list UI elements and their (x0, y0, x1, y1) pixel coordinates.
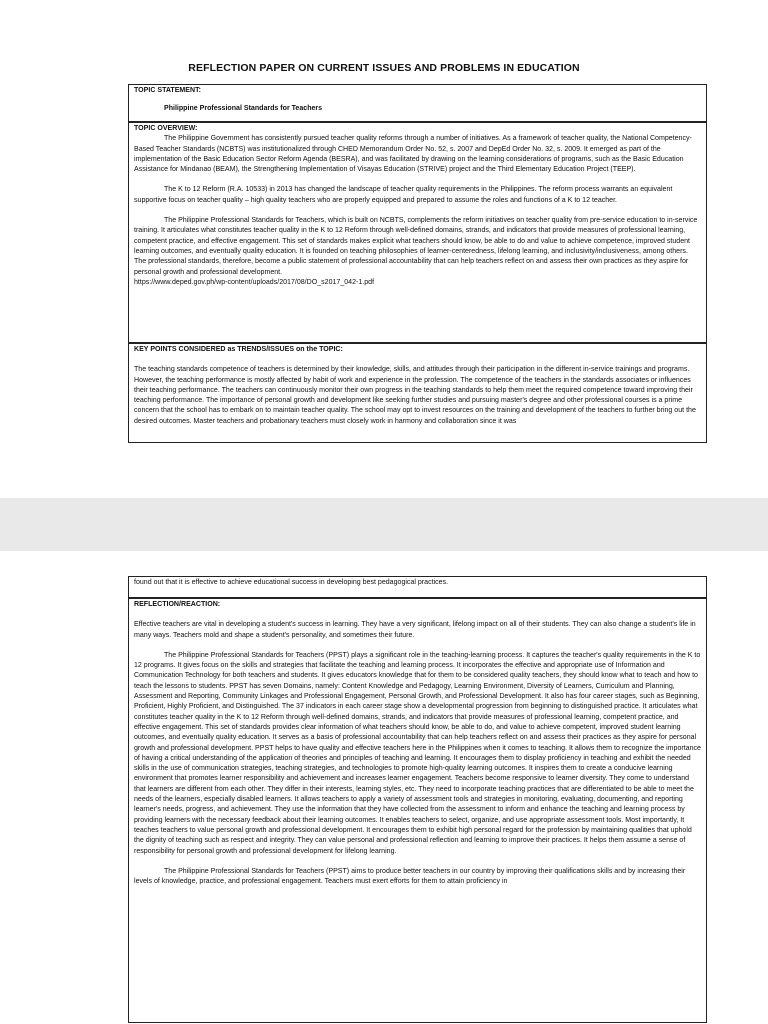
overview-paragraph-1: The Philippine Government has consistently pursued teacher quality reforms through a number of initiatives. As a framework of teacher quality, the National Competency-Based Teacher Standards (NCBTS) was institutionalized through CHED Memorandum Order No. 52, s. 2007 and DepEd Order No. 32, s. 2009. It emerged as part of the implementation of the Basic Education Sector Reform Agenda (BESRA), and was facilitated by drawing on the learning considerations of programs, such as the Basic Education Assistance for Mindanao (BEAM), the Strengthening Implementation of Visayas Education (STRIVE) project and the Third Elementary Education Project (TEEP). (134, 135, 692, 174)
overview-source-link: https://www.deped.gov.ph/wp-content/uploads/2017/08/DO_s2017_042-1.pdf (134, 278, 375, 286)
topic-overview-heading: TOPIC OVERVIEW: (134, 125, 198, 132)
key-points-continuation: found out that it is effective to achieve educational success in developing best pedagogical practices. (134, 579, 449, 586)
document-title: REFLECTION PAPER ON CURRENT ISSUES AND PROBLEMS IN EDUCATION (188, 62, 580, 74)
topic-overview-box (128, 122, 707, 343)
reflection-paragraph-1: Effective teachers are vital in developing a student's success in learning. They have a very significant, lifelong impact on all of their students. They can also change a student's life in many ways. Teachers mold and shape a student's personality, and sometimes their future. (134, 621, 696, 639)
document-page-2 (0, 551, 768, 1024)
key-points-continuation-box (128, 576, 707, 598)
reflection-paragraph-2: The Philippine Professional Standards for Teachers (PPST) plays a significant role in the teaching-learning process. It captures the teacher's quality requirements in the K to 12 programs. It gives focus on the skills and strategies that facilitate the teaching and learning process. It incorporates the effective and appropriate use of Information and Communication Technology for both teachers and students. It gives educators knowledge that for them to be considered quality teachers, they should know what to teach and how to teach the lessons to students. PPST has seven Domains, namely: Content Knowledge and Pedagogy, Learning Environment, Diversity of Learners, Curriculum and Planning, Assessment and Reporting, Community Linkages and Professional Engagement, Personal Growth, and Professional Development. It also has four career stages, such as Beginning, Proficient, Highly Proficient, and Distinguished. The 37 indicators in each career stage show a developmental progression from beginning to distinguished practice. It articulates what constitutes teacher quality in the K to 12 Reform through well-defined domains, strands, and indicators that provide measures of professional learning, competent practice, and effective engagement. This set of standards provides clear information of what teachers should know, be able to do, and value to achieve competent, improved student learning outcomes, and eventually quality education. It serves as a basis of professional accountability that can help teachers reflect on and assess their practices as they aspire for personal growth and professional development. PPST helps to have quality and effective teachers here in the Philippines when it comes to teaching. It allows them to recognize the importance of having a critical understanding of the application of theories and principles of teaching and learning. It encourages them to display proficiency in teaching and exhibit the needed skills in the use of communication strategies, teaching strategies, and technologies to promote high-quality learning outcomes. It inspires them to create a conducive learning environment that promotes learner responsibility and achievement and increases learner engagement. Teachers become responsive to learner diversity. They come to understand that learners are different from each other. They differ in their interests, learning styles, etc. They need to incorporate teaching practices that are differentiated to be able to meet the needs of the learners, especially disabled learners. It allows teachers to apply a variety of assessment tools and strategies in monitoring, evaluating, documenting, and reporting learner's needs, progress, and achievement. They use the information that they have collected from the assessment to inform and enhance the teaching and learning process by providing learners with the necessary feedback about their learning outcomes. It enables teachers to select, organize, and use appropriate assessment tools. Most importantly, It teaches teachers to value personal growth and professional development. It encourages them to exhibit high personal regard for the profession by maintaining qualities that uphold the dignity of teaching such as respect and integrity. They can value personal and professional reflection and learning to improve their practices. It helps them assume a sense of responsibility for personal growth and professional development for lifelong learning. (134, 651, 701, 855)
topic-statement-box (128, 84, 707, 122)
key-points-heading: KEY POINTS CONSIDERED as TRENDS/ISSUES on the TOPIC: (134, 346, 343, 353)
overview-paragraph-2: The K to 12 Reform (R.A. 10533) in 2013 has changed the landscape of teacher quality requirements in the Philippines. The reform process warrants an equivalent supportive focus on teacher quality – high quality teachers who are properly equipped and prepared to assume the roles and functions of a K to 12 teacher. (134, 186, 673, 204)
key-points-text: The teaching standards competence of teachers is determined by their knowledge, skills, and attitudes through their participation in the different in-service trainings and programs. However, the teaching performance is mostly affected by habit of work and experience in the profession. The competence of the teachers in the standards associates or influences their teaching performance. The teachers can continuously monitor their own progress in the teaching standards to help them meet the required competence toward improving their teaching performance. The importance of personal growth and development like seeking further studies and pursuing master's degree and other professional courses is a prime concern that the school has to embark on to maintain teacher quality. The school may opt to invest resources on the training and development of the teachers to further bring out the desired outcomes. Master teachers and probationary teachers must closely work in harmony and collaboration since it was (134, 366, 696, 425)
reflection-paragraph-3: The Philippine Professional Standards for Teachers (PPST) aims to produce better teachers in our country by improving their qualifications skills and by increasing their levels of knowledge, practice, and professional engagement. Teachers must exert efforts for them to attain proficiency in (134, 867, 686, 886)
reflection-box (128, 598, 707, 1023)
reflection-heading: REFLECTION/REACTION: (134, 601, 221, 608)
overview-paragraph-3: The Philippine Professional Standards for Teachers, which is built on NCBTS, complements the reform initiatives on teacher quality from pre-service education to in-service training. It articulates what constitutes teacher quality in the K to 12 Reform through well-defined domains, strands, and indicators that provide measures of professional learning, competent practice, and effective engagement. This set of standards makes explicit what teachers should know, be able to do and value to achieve competence, improved student learning outcomes, and eventually quality education. It is founded on teaching philosophies of learner-centeredness, lifelong learning, and inclusivity/inclusiveness, among others. The professional standards, therefore, become a public statement of professional accountability that can help teachers reflect on and assess their own practices as they aspire for personal growth and professional development. (134, 217, 698, 276)
document-page-1 (0, 0, 768, 498)
topic-statement-text: Philippine Professional Standards for Teachers (164, 105, 323, 113)
key-points-box (128, 343, 707, 443)
topic-statement-heading: TOPIC STATEMENT: (134, 87, 201, 94)
